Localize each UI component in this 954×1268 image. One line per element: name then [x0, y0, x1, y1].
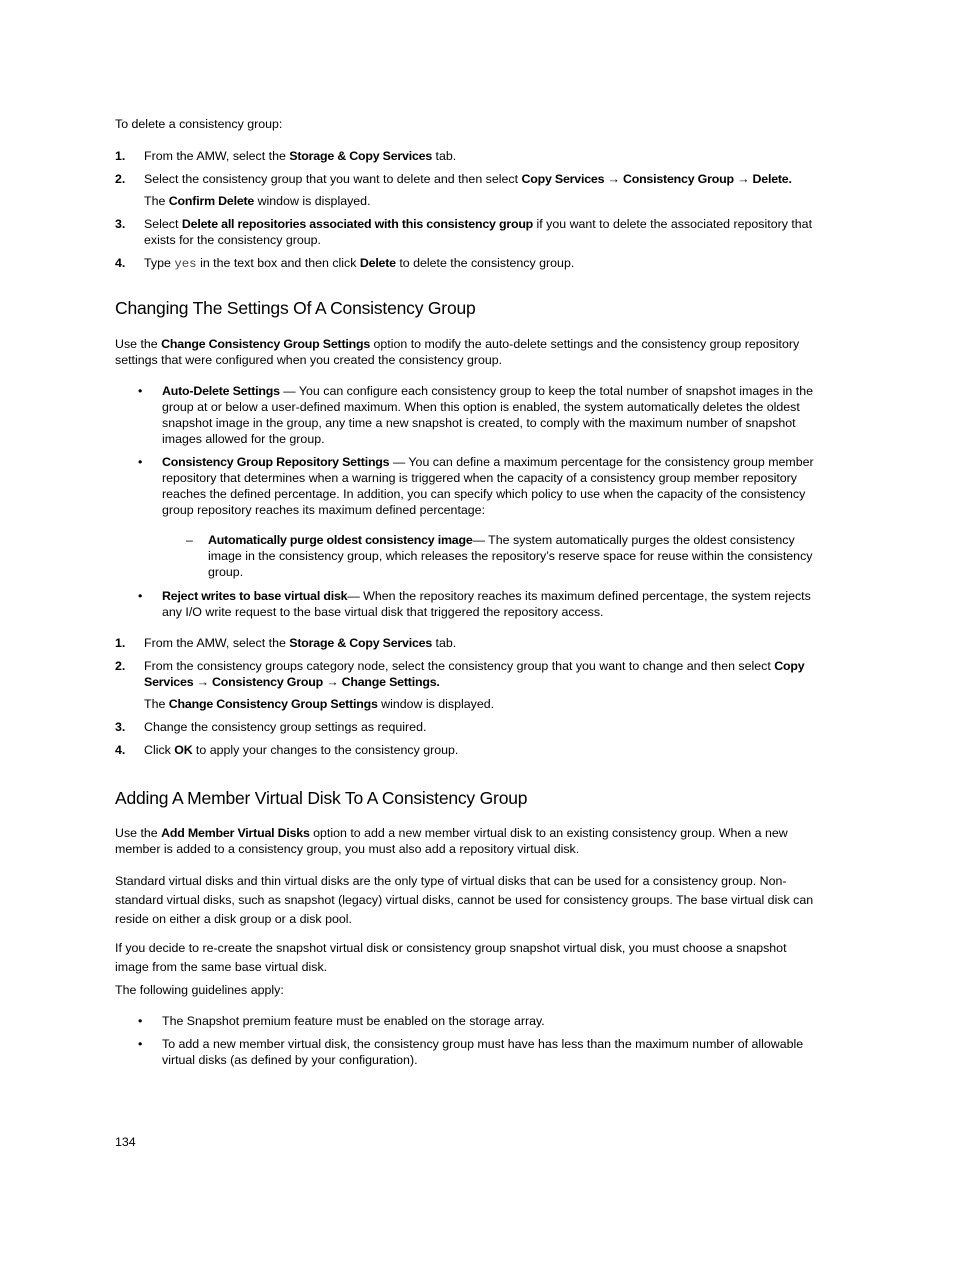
step-text: From the AMW, select the	[144, 636, 290, 650]
step-text: to delete the consistency group.	[395, 256, 575, 270]
bullet-text: — You can define a maximum percentage for the consistency group member repository that determines when a warning is triggered when the capacity of a consistency group member repository reaches the defined percentage. In addition, you can specify which policy to use when the capacity of the consistency group repository reaches its maximum defined percentage:	[162, 455, 814, 517]
bullet-icon: •	[138, 589, 143, 603]
list-item	[115, 454, 815, 580]
list-item	[115, 216, 815, 248]
step-bold: Storage & Copy Services	[289, 636, 433, 650]
list-item	[115, 1036, 815, 1068]
bullet-text: To add a new member virtual disk, the consistency group must have has less than the maximum number of allowable virtual disks (as defined by your configuration).	[162, 1037, 804, 1067]
list-item	[115, 588, 815, 620]
list-item	[115, 383, 815, 447]
step-number: 4.	[115, 256, 126, 270]
step-text: From the AMW, select the	[144, 149, 290, 163]
adding-para-4: The following guidelines apply:	[115, 983, 284, 997]
list-item	[115, 742, 815, 758]
list-item	[115, 719, 815, 735]
section-heading-settings: Changing The Settings Of A Consistency Group	[115, 298, 476, 318]
bullet-icon: •	[138, 384, 143, 398]
step-text: if you want to delete the associated repository that exists for the consistency group.	[144, 217, 813, 247]
list-item	[115, 658, 815, 712]
list-item	[115, 148, 815, 164]
section-heading-adding: Adding A Member Virtual Disk To A Consistency Group	[115, 788, 528, 808]
step-text: window is displayed.	[254, 194, 371, 208]
step-text: Change the consistency group settings as required.	[144, 720, 427, 734]
step-number: 4.	[115, 743, 126, 757]
step-text: Type	[144, 256, 175, 270]
step-number: 1.	[115, 149, 126, 163]
inline-code: yes	[174, 257, 197, 271]
settings-bullets	[115, 383, 815, 620]
delete-intro: To delete a consistency group:	[115, 117, 283, 131]
settings-steps	[115, 635, 815, 758]
step-number: 3.	[115, 720, 126, 734]
step-text: From the consistency groups category node, select the consistency group that you want to change and then select	[144, 659, 775, 673]
para-text: option to add a new member virtual disk to an existing consistency group. When a new member is added to a consistency group, you must also add a repository virtual disk.	[115, 826, 788, 856]
step-number: 3.	[115, 217, 126, 231]
step-number: 2.	[115, 659, 126, 673]
step-bold: Delete all repositories associated with this consistency group	[181, 217, 534, 231]
page-number: 134	[115, 1135, 136, 1149]
step-number: 1.	[115, 636, 126, 650]
list-item	[115, 255, 815, 272]
bullet-text: The Snapshot premium feature must be enabled on the storage array.	[162, 1014, 545, 1028]
bullet-bold: Auto-Delete Settings	[162, 384, 280, 398]
para-text: Use the	[115, 337, 162, 351]
adding-para-3: If you decide to re-create the snapshot virtual disk or consistency group snapshot virtual disk, you must choose a snapshot image from the same base virtual disk.	[115, 941, 787, 974]
step-text: Click	[144, 743, 175, 757]
bullet-icon: •	[138, 455, 143, 469]
step-text: The	[144, 194, 169, 208]
dash-icon: –	[186, 533, 193, 547]
step-text: tab.	[432, 149, 457, 163]
step-text: Select the consistency group that you want to delete and then select	[144, 172, 522, 186]
bullet-text: — The system automatically purges the oldest consistency image in the consistency group, which releases the repository’s reserve space for reuse within the consistency group.	[208, 533, 813, 579]
step-bold: Copy Services → Consistency Group → Change Settings.	[144, 659, 805, 689]
para-bold: Add Member Virtual Disks	[161, 826, 310, 840]
bullet-icon: •	[138, 1037, 143, 1051]
bullet-bold: Consistency Group Repository Settings	[162, 455, 390, 469]
step-text: to apply your changes to the consistency group.	[192, 743, 459, 757]
bullet-text: — You can configure each consistency group to keep the total number of snapshot images in the group at or below a user-defined maximum. When this option is enabled, the system automatically deletes the oldest snapshot image in the group, any time a new snapshot is created, to comply with the maximum number of snapshot images allowed for the group.	[162, 384, 813, 446]
step-text: tab.	[432, 636, 457, 650]
step-bold: Storage & Copy Services	[289, 149, 433, 163]
step-number: 2.	[115, 172, 126, 186]
bullet-bold: Automatically purge oldest consistency image	[208, 533, 473, 547]
step-result	[144, 193, 815, 209]
para-text: option to modify the auto-delete settings and the consistency group repository settings that were configured when you created the consistency group.	[115, 337, 800, 367]
step-result	[144, 696, 815, 712]
step-bold: OK	[174, 743, 193, 757]
step-text: in the text box and then click	[196, 256, 360, 270]
bullet-text: — When the repository reaches its maximum defined percentage, the system rejects any I/O write request to the base virtual disk that triggered the repository access.	[162, 589, 811, 619]
step-bold: Delete	[359, 256, 396, 270]
adding-para-1	[115, 825, 815, 857]
list-item	[115, 171, 815, 209]
sub-bullets	[162, 532, 815, 580]
adding-para-2: Standard virtual disks and thin virtual disks are the only type of virtual disks that can be used for a consistency group. Non-standard virtual disks, such as snapshot (legacy) virtual disks, cannot be used for consistency groups. The base virtual disk can reside on either a disk group or a disk pool.	[115, 874, 814, 926]
list-item	[162, 532, 815, 580]
adding-bullets	[115, 1013, 815, 1068]
bullet-bold: Reject writes to base virtual disk	[162, 589, 348, 603]
step-bold: Copy Services → Consistency Group → Delete.	[521, 172, 792, 186]
step-bold: Change Consistency Group Settings	[168, 697, 378, 711]
delete-steps	[115, 148, 815, 272]
page-content	[115, 116, 815, 1083]
list-item	[115, 1013, 815, 1029]
bullet-icon: •	[138, 1014, 143, 1028]
step-text: Select	[144, 217, 182, 231]
step-text: The	[144, 697, 169, 711]
step-bold: Confirm Delete	[168, 194, 255, 208]
settings-intro	[115, 336, 815, 368]
step-text: window is displayed.	[377, 697, 495, 711]
list-item	[115, 635, 815, 651]
para-bold: Change Consistency Group Settings	[161, 337, 371, 351]
para-text: Use the	[115, 826, 162, 840]
